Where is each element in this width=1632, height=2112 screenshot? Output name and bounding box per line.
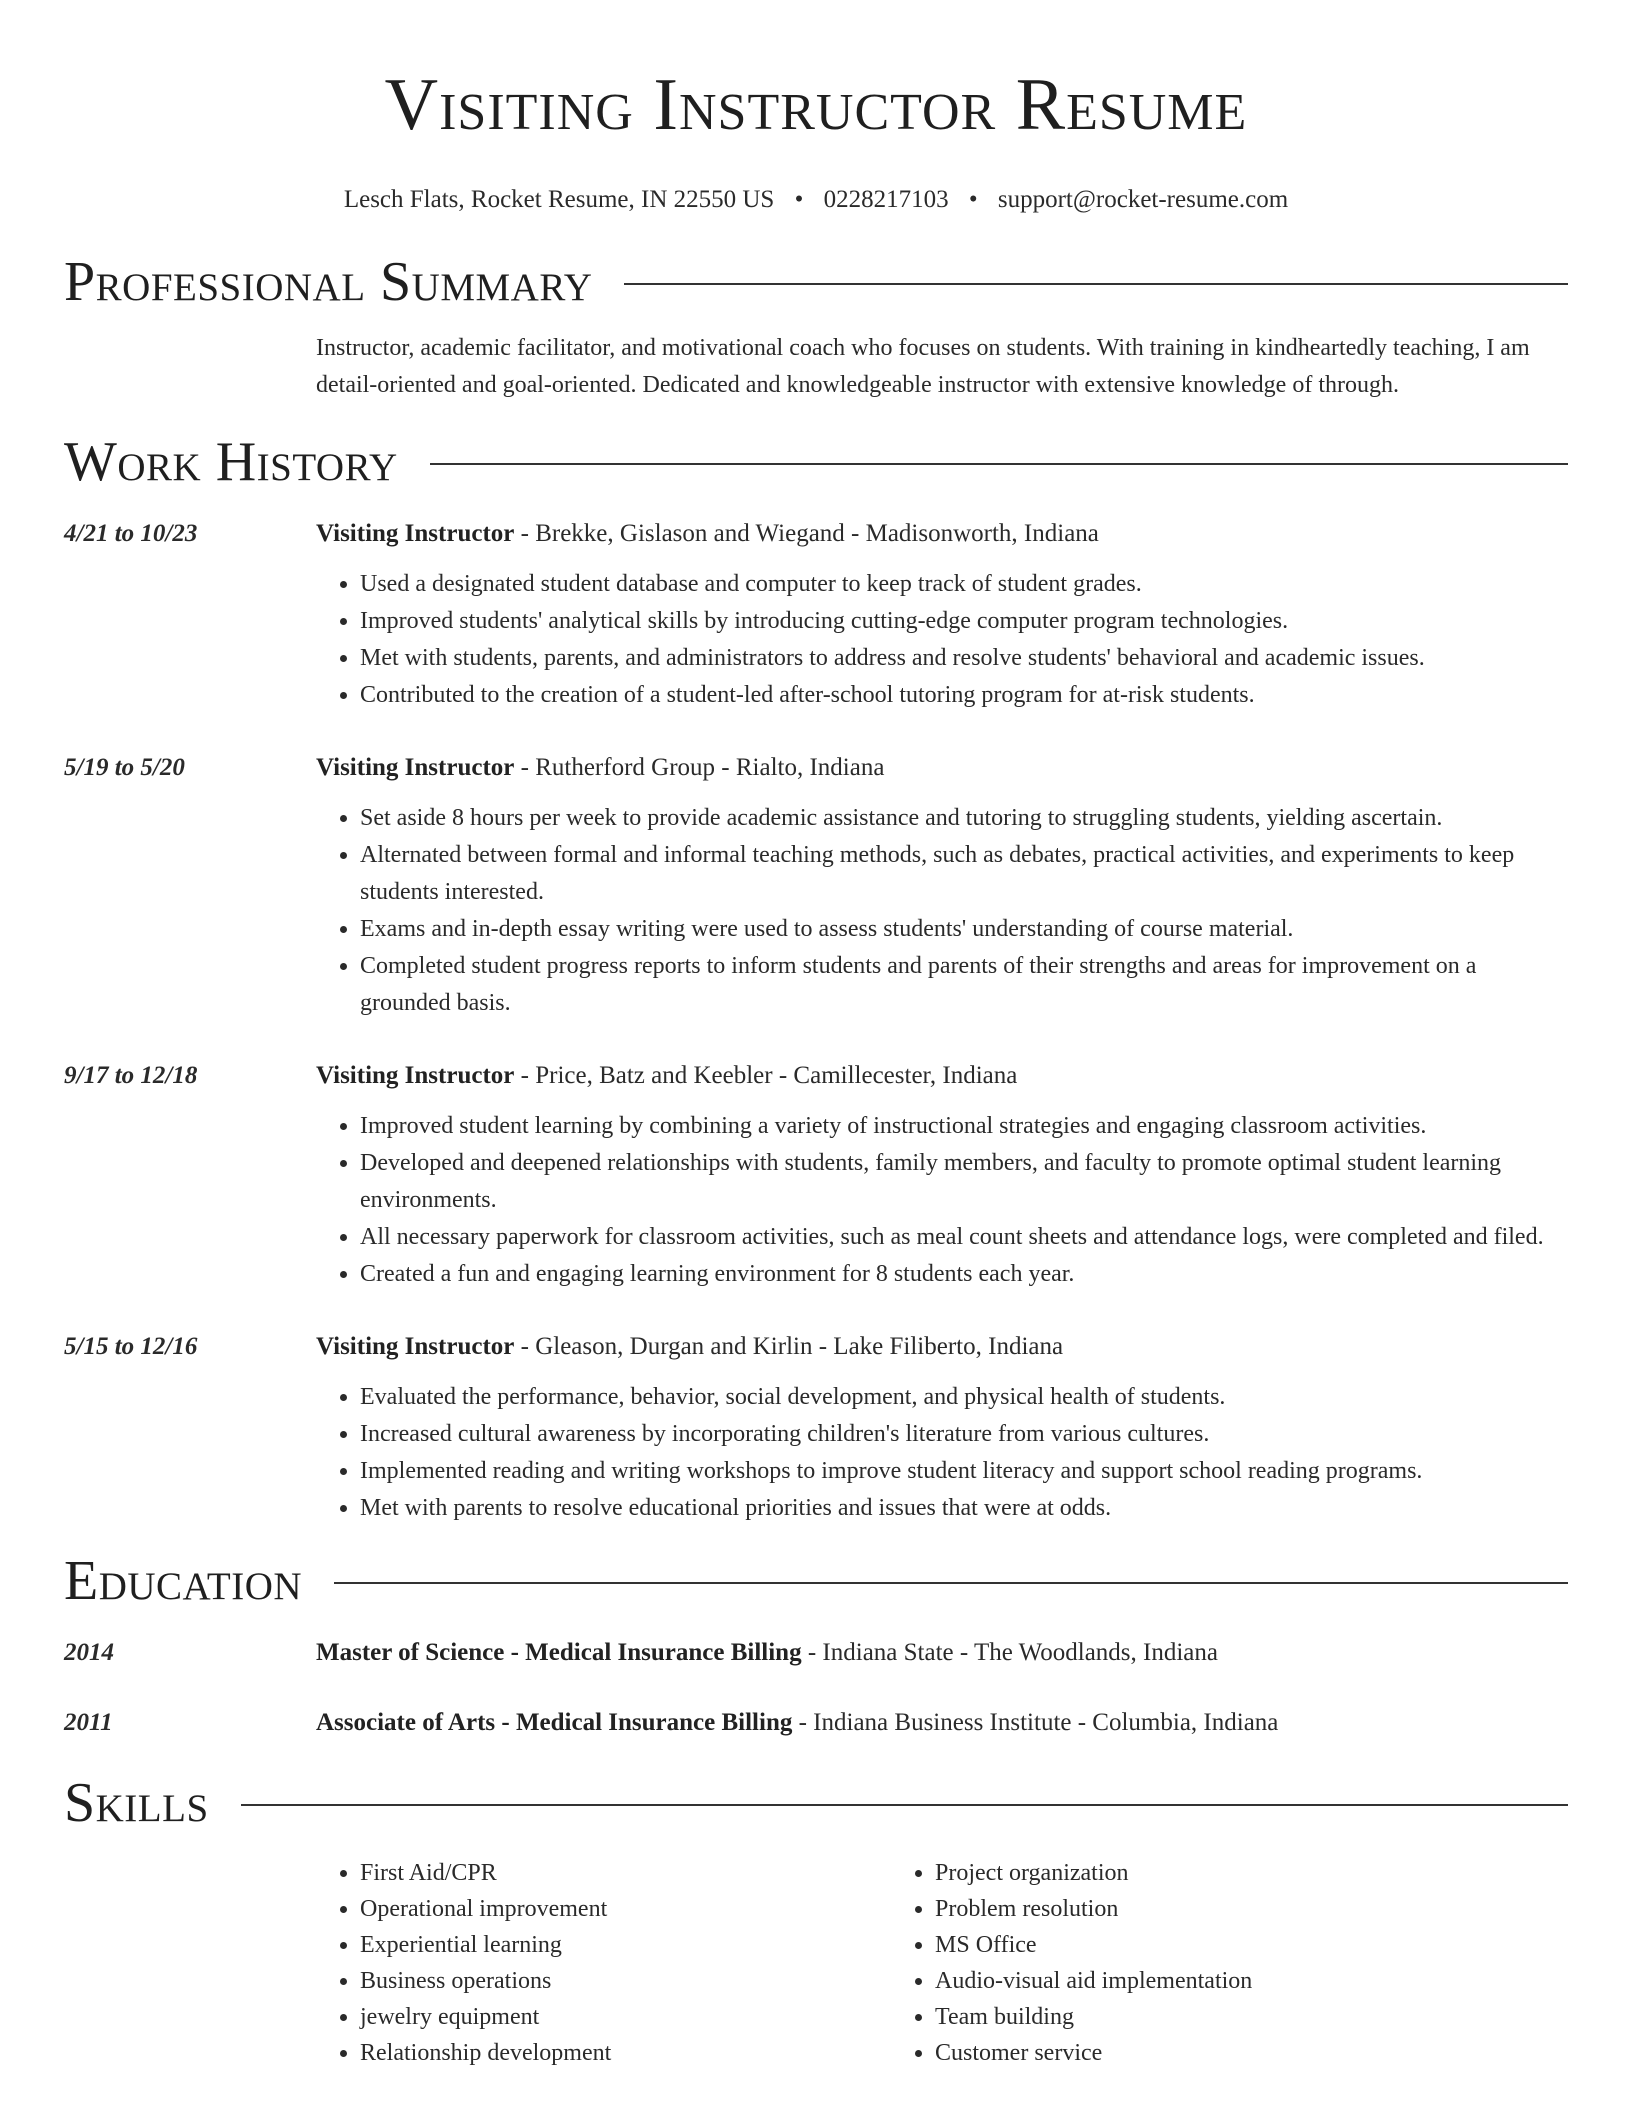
work-dates: 9/17 to 12/18	[64, 1062, 198, 1089]
work-dates: 5/19 to 5/20	[64, 754, 185, 781]
education-year: 2011	[64, 1709, 113, 1736]
contact-line	[64, 184, 1568, 216]
work-heading-line	[316, 1329, 1568, 1365]
skill-item: • Operational improvement	[360, 1891, 891, 1927]
job-bullet: • Implemented reading and writing workshops to improve student literacy and support school reading programs.	[360, 1453, 1568, 1490]
skills-heading: Skills	[64, 1772, 209, 1834]
contact-separator: •	[794, 186, 804, 213]
work-heading-line	[316, 750, 1568, 786]
job-bullets	[316, 566, 1568, 714]
work-body	[316, 1329, 1568, 1527]
job-bullet: • All necessary paperwork for classroom activities, such as meal count sheets and attendance logs, were completed and filed.	[360, 1219, 1568, 1256]
skill-item: • Relationship development	[360, 2035, 891, 2071]
education-heading-line	[316, 1705, 1568, 1741]
school-details: - Indiana Business Institute - Columbia, Indiana	[792, 1709, 1279, 1736]
skill-item: • Experiential learning	[360, 1927, 891, 1963]
job-bullets	[316, 1379, 1568, 1527]
work-section-header	[64, 430, 1568, 494]
job-title: Visiting Instructor	[316, 1333, 515, 1360]
skill-item: • Business operations	[360, 1963, 891, 1999]
skill-item: • Project organization	[935, 1855, 1466, 1891]
education-year: 2014	[64, 1639, 114, 1666]
education-body	[316, 1705, 1568, 1741]
work-body	[316, 516, 1568, 714]
job-details: - Price, Batz and Keebler - Camillecester, Indiana	[514, 1062, 1018, 1089]
education-entry	[64, 1635, 1568, 1671]
work-dates: 4/21 to 10/23	[64, 520, 198, 547]
job-bullet: • Met with students, parents, and administrators to address and resolve students' behavioral and academic issues.	[360, 640, 1568, 677]
section-divider	[334, 1582, 1568, 1584]
summary-text: Instructor, academic facilitator, and motivational coach who focuses on students. With training in kindheartedly teaching, I am detail-oriented and goal-oriented. Dedicated and knowledgeable instructor with extensive knowledge of through.	[316, 335, 1530, 398]
work-body	[316, 750, 1568, 1022]
contact-address: Lesch Flats, Rocket Resume, IN 22550 US	[343, 186, 775, 213]
skills-section-header	[64, 1771, 1568, 1835]
work-dates: 5/15 to 12/16	[64, 1333, 198, 1360]
education-entry	[64, 1705, 1568, 1741]
contact-separator: •	[968, 186, 978, 213]
job-bullet: • Developed and deepened relationships with students, family members, and faculty to promote optimal student learning environments.	[360, 1145, 1568, 1219]
work-heading-line	[316, 516, 1568, 552]
job-title: Visiting Instructor	[316, 520, 515, 547]
job-bullet: • Evaluated the performance, behavior, social development, and physical health of students.	[360, 1379, 1568, 1416]
school-details: - Indiana State - The Woodlands, Indiana	[801, 1639, 1218, 1666]
section-divider	[241, 1804, 1568, 1806]
skills-columns	[316, 1855, 1568, 2071]
contact-phone: 0228217103	[823, 186, 949, 213]
job-bullet: • Alternated between formal and informal teaching methods, such as debates, practical activities, and experiments to keep students interested.	[360, 837, 1568, 911]
resume-title: Visiting Instructor Resume	[384, 64, 1248, 146]
education-heading-line	[316, 1635, 1568, 1671]
job-details: - Rutherford Group - Rialto, Indiana	[514, 754, 885, 781]
work-heading-line	[316, 1058, 1568, 1094]
skill-item: • First Aid/CPR	[360, 1855, 891, 1891]
section-divider	[624, 283, 1568, 285]
job-title: Visiting Instructor	[316, 754, 515, 781]
skill-item: • MS Office	[935, 1927, 1466, 1963]
work-body	[316, 1058, 1568, 1293]
skill-item: • Team building	[935, 1999, 1466, 2035]
skill-item: • Audio-visual aid implementation	[935, 1963, 1466, 1999]
work-entry	[64, 516, 1568, 714]
job-bullet: • Contributed to the creation of a student-led after-school tutoring program for at-risk students.	[360, 677, 1568, 714]
job-bullet: • Created a fun and engaging learning environment for 8 students each year.	[360, 1256, 1568, 1293]
skill-item: • jewelry equipment	[360, 1999, 891, 2035]
job-bullet: • Improved students' analytical skills by introducing cutting-edge computer program technologies.	[360, 603, 1568, 640]
skills-list-right	[891, 1855, 1466, 2071]
degree: Master of Science - Medical Insurance Billing	[316, 1639, 802, 1666]
job-bullet: • Completed student progress reports to inform students and parents of their strengths and areas for improvement on a grounded basis.	[360, 948, 1568, 1022]
contact-email: support@rocket-resume.com	[997, 186, 1289, 213]
job-title: Visiting Instructor	[316, 1062, 515, 1089]
degree: Associate of Arts - Medical Insurance Billing	[316, 1709, 793, 1736]
job-bullet: • Set aside 8 hours per week to provide academic assistance and tutoring to struggling students, yielding ascertain.	[360, 800, 1568, 837]
job-bullets	[316, 1108, 1568, 1293]
work-entry	[64, 1329, 1568, 1527]
job-bullet: • Met with parents to resolve educational priorities and issues that were at odds.	[360, 1490, 1568, 1527]
work-heading: Work History	[64, 431, 398, 493]
education-heading: Education	[64, 1550, 303, 1612]
education-body	[316, 1635, 1568, 1671]
section-divider	[430, 463, 1568, 465]
summary-heading: Professional Summary	[64, 251, 593, 313]
skill-item: • Customer service	[935, 2035, 1466, 2071]
job-bullets	[316, 800, 1568, 1022]
skills-list-left	[316, 1855, 891, 2071]
education-section-header	[64, 1549, 1568, 1613]
job-bullet: • Exams and in-depth essay writing were used to assess students' understanding of course material.	[360, 911, 1568, 948]
work-entry	[64, 1058, 1568, 1293]
summary-section-header	[64, 250, 1568, 314]
job-details: - Brekke, Gislason and Wiegand - Madisonworth, Indiana	[514, 520, 1099, 547]
skill-item: • Problem resolution	[935, 1891, 1466, 1927]
job-bullet: • Used a designated student database and computer to keep track of student grades.	[360, 566, 1568, 603]
job-details: - Gleason, Durgan and Kirlin - Lake Filiberto, Indiana	[514, 1333, 1064, 1360]
job-bullet: • Increased cultural awareness by incorporating children's literature from various cultures.	[360, 1416, 1568, 1453]
job-bullet: • Improved student learning by combining a variety of instructional strategies and engaging classroom activities.	[360, 1108, 1568, 1145]
work-entry	[64, 750, 1568, 1022]
